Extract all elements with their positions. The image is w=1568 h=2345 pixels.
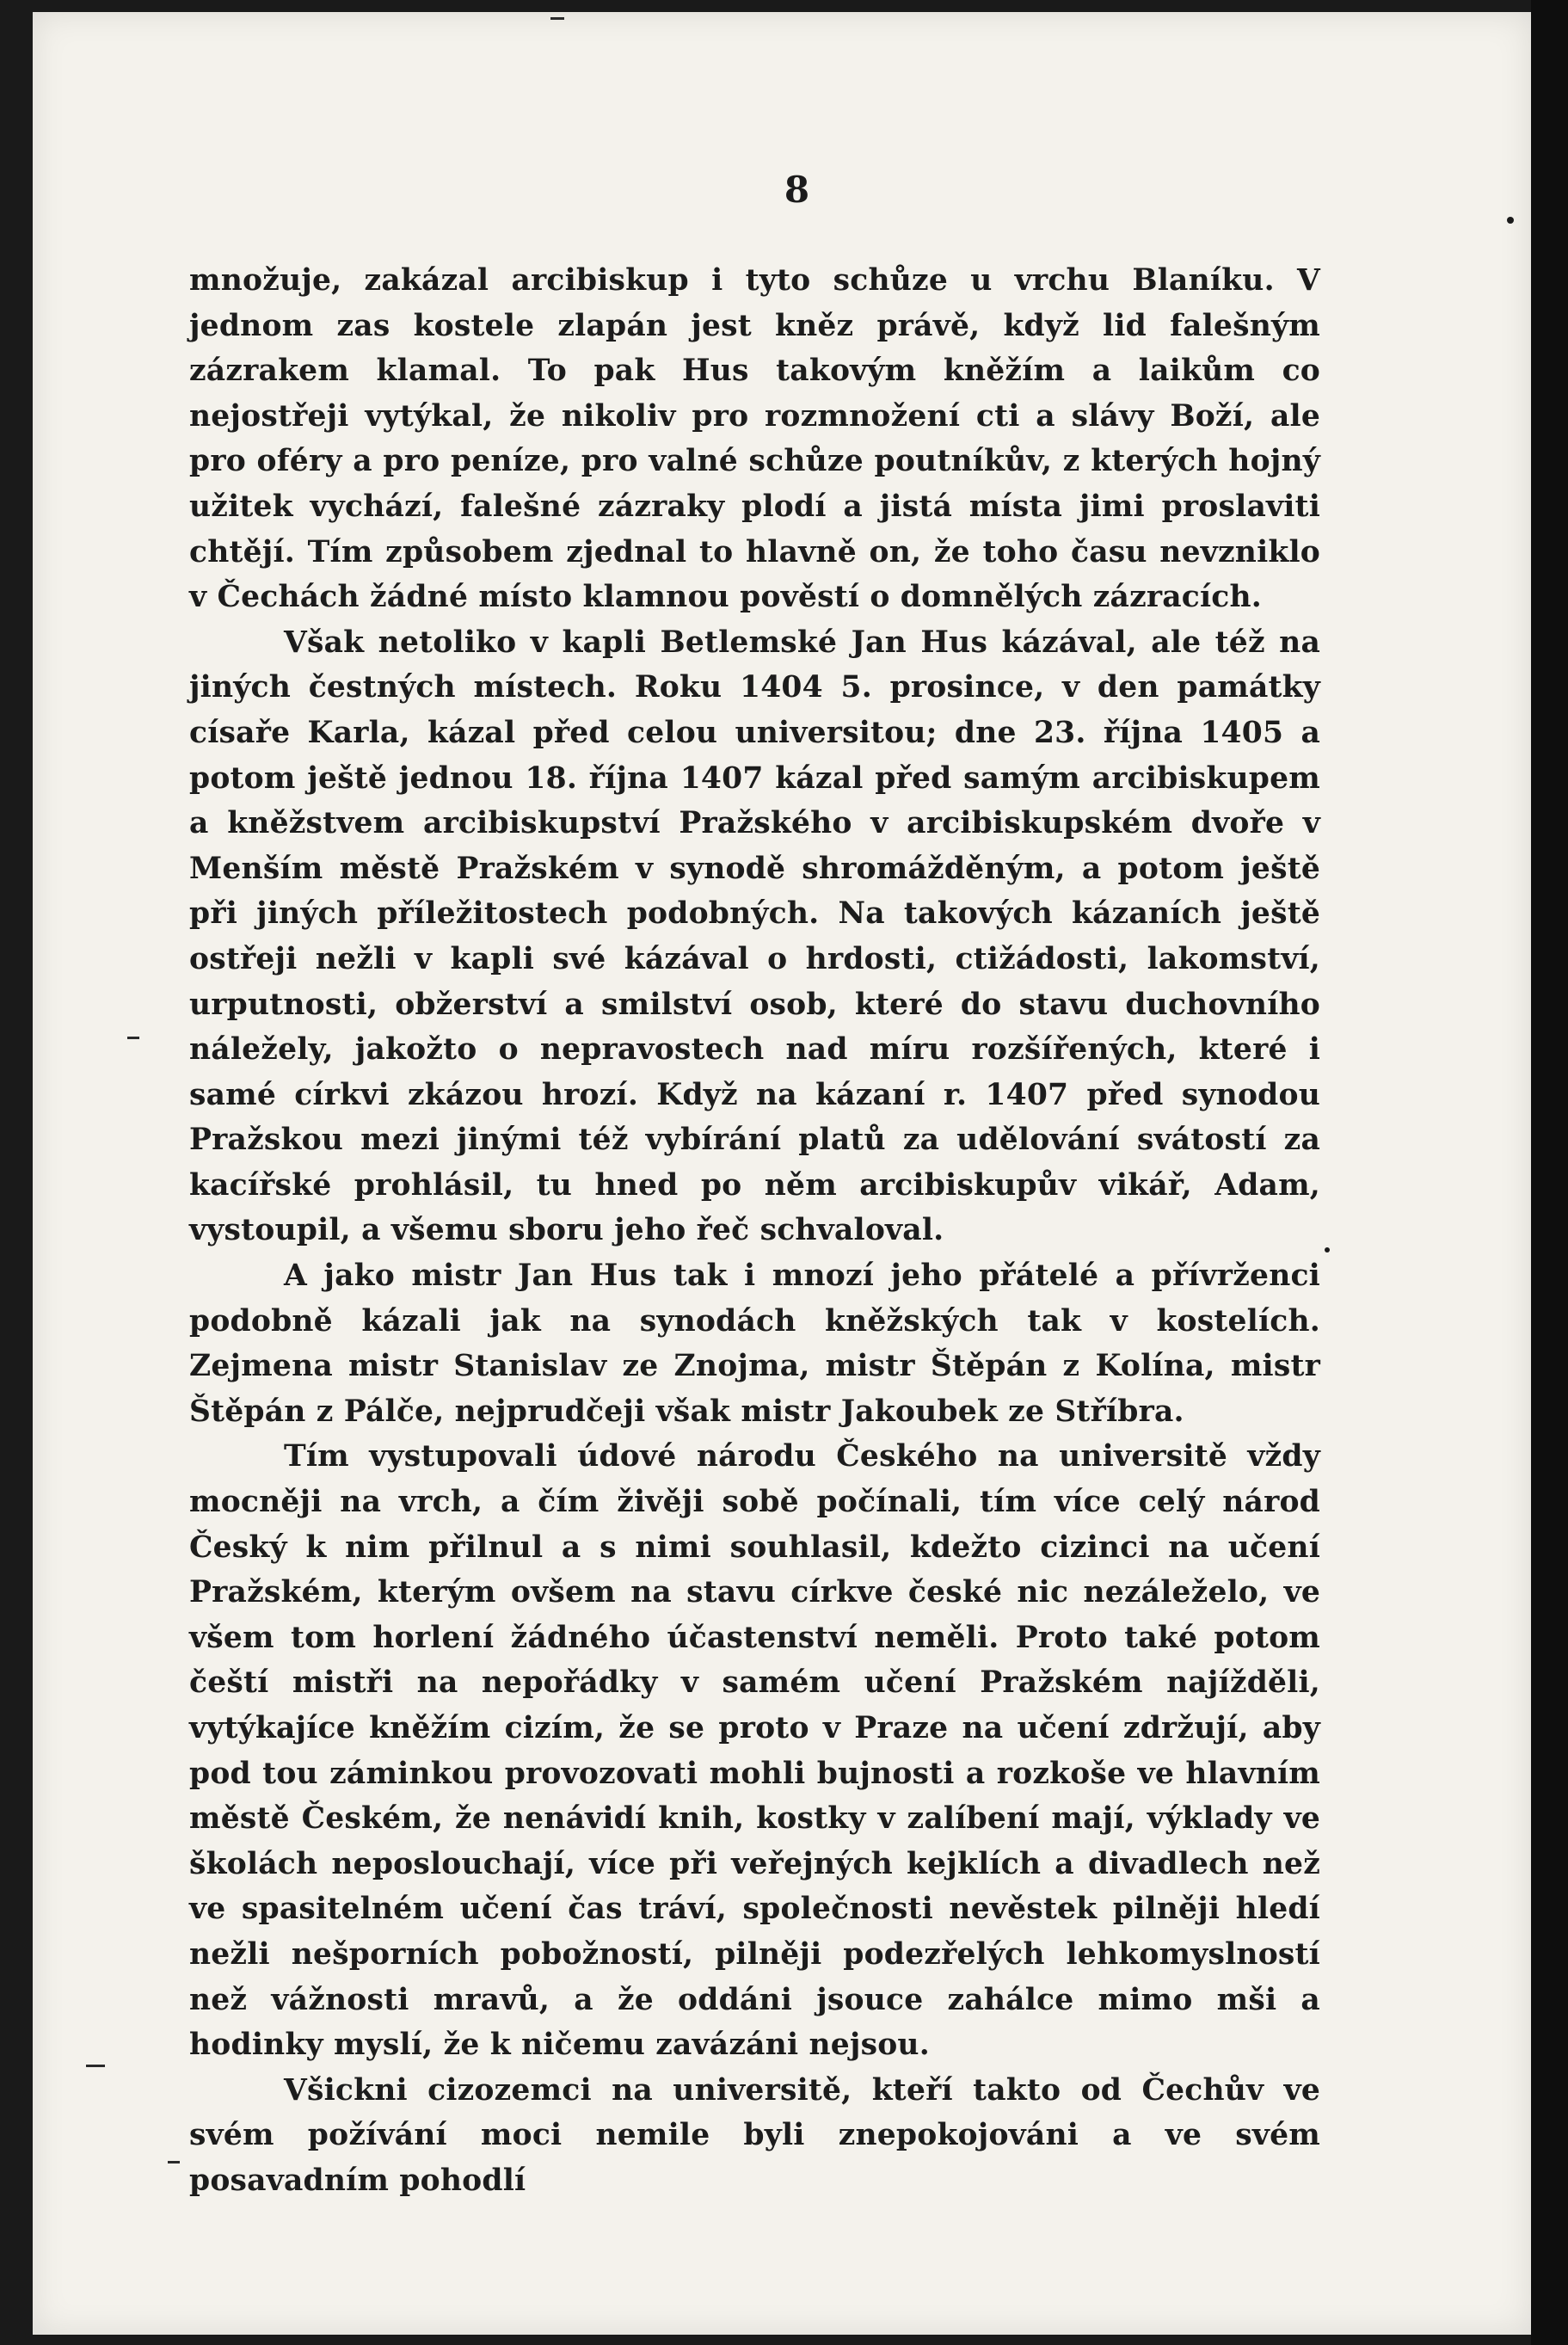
paragraph: Všickni cizozemci na universitě, kteří takto od Čechův ve svém požívání moci nemile byli znepokojováni a ve svém posavadním pohodlí	[189, 2072, 1320, 2198]
scan-speck	[1507, 217, 1514, 224]
scan-border-right	[1531, 0, 1568, 2345]
paragraph: množuje, zakázal arcibiskup i tyto schůze u vrchu Blaníku. V jednom zas kostele zlapán jest kněz právě, když lid falešným zázrakem klamal. To pak Hus takovým kněžím a laikům co nejostřeji vytýkal, že nikoliv pro rozmnožení cti a slávy Boží, ale pro oféry a pro peníze, pro valné schůze poutníkův, z kterých hojný užitek vychází, falešné zázraky plodí a jistá místa jimi proslaviti chtějí. Tím způsobem zjednal to hlavně on, že toho času nevzniklo v Čechách žádné místo klamnou pověstí o domnělých zázracích.	[189, 263, 1320, 615]
scan-speck	[1325, 1247, 1330, 1253]
page-number: 8	[784, 169, 810, 211]
paragraph: Tím vystupovali údové národu Českého na universitě vždy mocněji na vrch, a čím živěji sobě počínali, tím více celý národ Český k nim přilnul a s nimi souhlasil, kdežto cizinci na učení Pražském, kterým ovšem na stavu církve české nic nezáleželo, ve všem tom horlení žádného účastenství neměli. Proto také potom čeští mistři na nepořádky v samém učení Pražském najížděli, vytýkajíce kněžím cizím, že se proto v Praze na učení zdržují, aby pod tou záminkou provozovati mohli bujnosti a rozkoše ve hlavním městě Českém, že nenávidí knih, kostky v zalíbení mají, výklady ve školách neposlouchají, více při veřejných kejklích a divadlech než ve spasitelném učení čas tráví, společnosti nevěstek pilněji hledí nežli nešporních pobožností, pilněji podezřelých lehkomyslností než vážnosti mravů, a že oddáni jsouce zahálce mimo mši a hodinky myslí, že k ničemu zavázáni nejsou.	[189, 1439, 1320, 2063]
scan-mark	[127, 1037, 139, 1039]
body-text	[189, 258, 1320, 2204]
paragraph: A jako mistr Jan Hus tak i mnozí jeho přátelé a přívrženci podobně kázali jak na synodách kněžských tak v kostelích. Zejmena mistr Stanislav ze Znojma, mistr Štěpán z Kolína, mistr Štěpán z Pálče, nejprudčeji však mistr Jakoubek ze Stříbra.	[189, 1259, 1320, 1429]
scan-mark	[168, 2161, 180, 2163]
scan-mark	[86, 2065, 105, 2067]
scan-mark	[550, 17, 564, 20]
paragraph: Však netoliko v kapli Betlemské Jan Hus kázával, ale též na jiných čestných místech. Roku 1404 5. prosince, v den památky císaře Karla, kázal před celou universitou; dne 23. října 1405 a potom ještě jednou 18. října 1407 kázal před samým arcibiskupem a kněžstvem arcibiskupství Pražského v arcibiskupském dvoře v Menším městě Pražském v synodě shromážděným, a potom ještě při jiných příležitostech podobných. Na takových kázaních ještě ostřeji nežli v kapli své kázával o hrdosti, ctižádosti, lakomství, urputnosti, obžerství a smilství osob, které do stavu duchovního náležely, jakožto o nepravostech nad míru rozšířených, které i samé církvi zkázou hrozí. Když na kázaní r. 1407 před synodou Pražskou mezi jinými též vybírání platů za udělování svátostí za kacířské prohlásil, tu hned po něm arcibiskupův vikář, Adam, vystoupil, a všemu sboru jeho řeč schvaloval.	[189, 625, 1320, 1248]
